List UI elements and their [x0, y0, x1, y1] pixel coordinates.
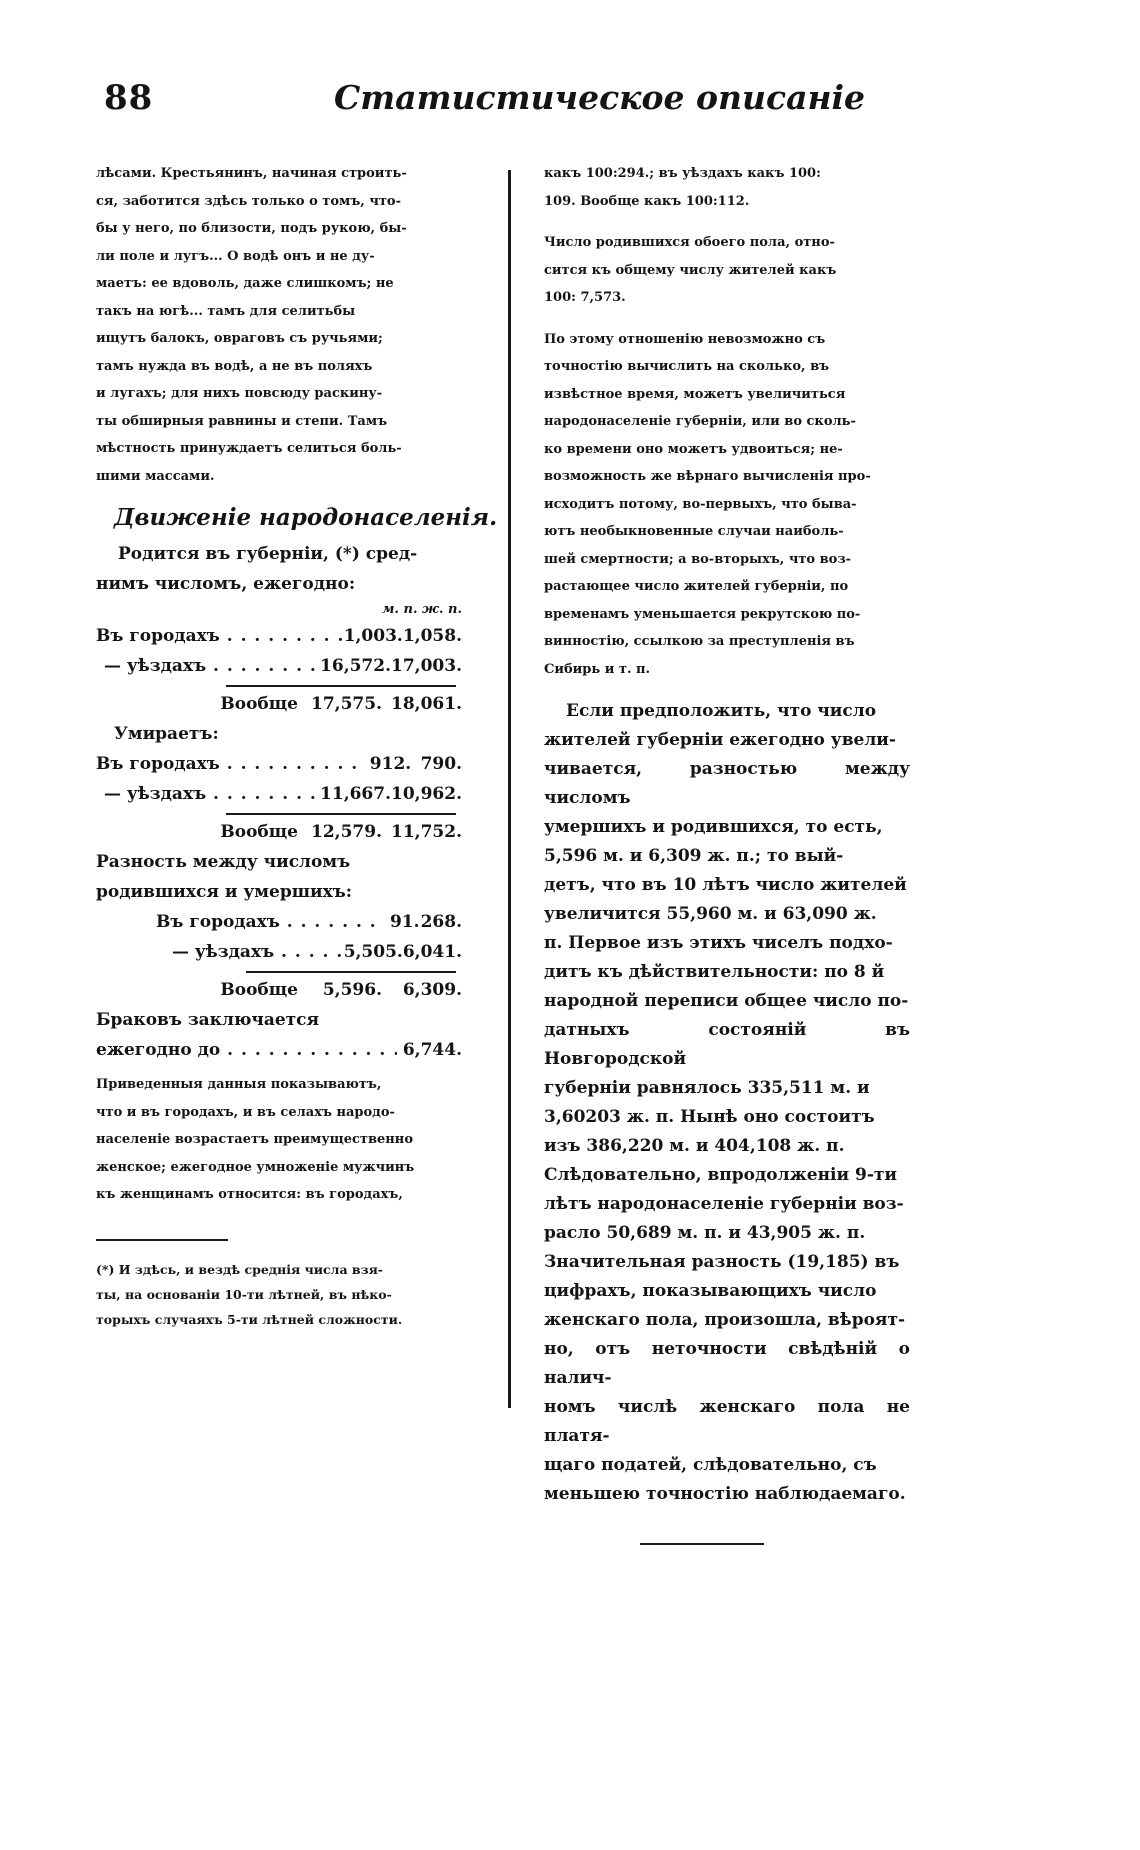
text-line: родившихся и умершихъ: [96, 882, 353, 902]
ratio-paragraph [544, 160, 910, 215]
birth-ratio-paragraph [544, 229, 910, 312]
text-line: номъ числѣ женскаго пола не платя- [544, 1397, 910, 1446]
total-row [96, 817, 462, 847]
female-value: 790. [420, 754, 462, 774]
male-value: 5,505. [343, 942, 403, 962]
sum-rule [246, 971, 456, 973]
text-line: что и въ городахъ, и въ селахъ народо- [96, 1104, 395, 1120]
text-line: къ женщинамъ относится: въ городахъ, [96, 1187, 403, 1202]
text-line: извѣстное время, можетъ увеличиться [544, 386, 846, 402]
text-line: народной переписи общее число по- [544, 991, 909, 1011]
table-row [96, 651, 462, 681]
text-line: тамъ нужда въ водѣ, а не въ поляхъ [96, 358, 373, 374]
table-row [96, 937, 462, 967]
marriage-value: 6,744. [402, 1040, 462, 1060]
text-line: 100: 7,573. [544, 290, 626, 305]
births-intro [96, 539, 462, 599]
male-value: 16,572. [320, 656, 392, 676]
text-line: винностiю, ссылкою за преступленiя въ [544, 634, 855, 649]
deaths-table [96, 749, 462, 847]
row-label: Въ городахъ . . . [96, 907, 376, 937]
text-line: 5,596 м. и 6,309 ж. п.; то вый- [544, 846, 844, 866]
text-line: Если предположить, что число [566, 701, 877, 721]
text-line: Разность между числомъ [96, 852, 351, 872]
text-line: исходитъ потому, во-первыхъ, что быва- [544, 496, 857, 512]
text-line: увеличится 55,960 м. и 63,090 ж. [544, 904, 877, 924]
male-value: 91. [389, 912, 420, 932]
text-line: ты, на основанiи 10-ти лѣтней, въ нѣко- [96, 1286, 392, 1302]
projection-paragraph [544, 697, 910, 1509]
text-line: меньшею точностiю наблюдаемаго. [544, 1484, 906, 1504]
text-line: ли поле и лугъ... О водѣ онъ и не ду- [96, 248, 375, 264]
text-line: По этому отношенiю невозможно съ [544, 331, 826, 347]
table-row [96, 621, 462, 651]
text-line: умершихъ и родившихся, то есть, [544, 817, 883, 837]
intro-paragraph [96, 160, 462, 490]
text-line: шей смертности; а во-вторыхъ, что воз- [544, 551, 852, 567]
text-line: Браковъ заключается [96, 1010, 320, 1030]
text-line: ты обширныя равнины и степи. Тамъ [96, 413, 388, 429]
total-row [96, 689, 462, 719]
text-line: торыхъ случаяхъ 5-ти лѣтней сложности. [96, 1311, 403, 1327]
text-line: населенiе возрастаетъ преимущественно [96, 1132, 413, 1147]
marriages [96, 1005, 462, 1065]
female-value: 1,058. [402, 626, 462, 646]
text-line: 3,60203 ж. п. Нынѣ оно состоитъ [544, 1107, 875, 1127]
right-column [544, 160, 910, 1545]
text-line: возможность же вѣрнаго вычисленiя про- [544, 469, 871, 484]
female-value: 11,752. [391, 822, 462, 842]
deaths-label: Умираетъ: [114, 724, 219, 744]
female-value: 17,003. [391, 656, 462, 676]
text-line: п. Первое изъ этихъ чиселъ подхо- [544, 933, 893, 953]
sum-rule [226, 685, 456, 687]
male-value: 17,575. [311, 694, 382, 714]
text-line: детъ, что въ 10 лѣтъ число жителей [544, 875, 907, 895]
running-title: Статистическое описанiе [334, 78, 866, 117]
text-line: такъ на югѣ... тамъ для селитьбы [96, 303, 356, 319]
text-line: цифрахъ, показывающихъ число [544, 1281, 877, 1301]
table-row [96, 1035, 462, 1065]
difference-table [96, 907, 462, 1005]
table-row [96, 749, 462, 779]
text-line: дитъ къ дѣйствительности: по 8 й [544, 962, 885, 982]
text-line: нимъ числомъ, ежегодно: [96, 574, 356, 594]
row-label: Въ городахъ . . . [96, 749, 359, 779]
difference-intro [96, 847, 462, 907]
section-heading: Движенiе народонаселенiя. [114, 504, 498, 531]
text-line: женскаго пола, произошла, вѣроят- [544, 1310, 906, 1330]
footnote [96, 1257, 462, 1332]
row-label: Въ городахъ . . . [96, 621, 344, 651]
text-line: ищутъ балокъ, овраговъ съ ручьями; [96, 331, 383, 346]
female-value: 6,309. [402, 980, 462, 1000]
column-divider [508, 170, 511, 1408]
text-line: маетъ: ее вдоволь, даже слишкомъ; не [96, 276, 394, 291]
female-value: 10,962. [391, 784, 462, 804]
births-table [96, 621, 462, 719]
text-line: лѣсами. Крестьянинъ, начиная строить- [96, 166, 407, 181]
text-line: (*) И здѣсь, и вездѣ среднiя числа взя- [96, 1261, 383, 1277]
female-value: 6,041. [402, 942, 462, 962]
text-line: 109. Вообще какъ 100:112. [544, 193, 750, 209]
row-label: Вообще [220, 822, 298, 842]
text-line: губернiи равнялось 335,511 м. и [544, 1078, 870, 1098]
text-line: народонаселенiе губернiи, или во сколь- [544, 414, 856, 429]
text-line: какъ 100:294.; въ уѣздахъ какъ 100: [544, 166, 821, 181]
text-line: чивается, разностью между числомъ [544, 759, 910, 808]
female-value: 18,061. [391, 694, 462, 714]
text-line: точностiю вычислить на сколько, въ [544, 359, 830, 374]
text-line: Приведенныя данныя показываютъ, [96, 1077, 382, 1092]
table-row [96, 779, 462, 809]
text-line: лѣтъ народонаселенiе губернiи воз- [544, 1194, 904, 1214]
text-line: ютъ необыкновенные случаи наиболь- [544, 524, 844, 539]
text-line: Слѣдовательно, впродолженiи 9-ти [544, 1165, 898, 1185]
page-number: 88 [104, 78, 154, 118]
table-row [96, 907, 462, 937]
conclusion-paragraph [96, 1071, 462, 1209]
text-line: щаго податей, слѣдовательно, съ [544, 1455, 877, 1475]
row-label: Вообще [220, 980, 298, 1000]
text-line: бы у него, по близости, подъ рукою, бы- [96, 221, 407, 236]
calculation-paragraph [544, 326, 910, 684]
male-value: 11,667. [320, 784, 392, 804]
text-line: мѣстность принуждаетъ селиться боль- [96, 441, 402, 456]
text-line: ко времени оно можетъ удвоиться; не- [544, 441, 843, 457]
row-label: ежегодно до . . . [96, 1035, 397, 1065]
text-line: Родится въ губернiи, (*) сред- [118, 544, 418, 564]
text-line: ся, заботится здѣсь только о томъ, что- [96, 193, 401, 209]
units-header: м. п. ж. п. [382, 602, 462, 617]
sum-rule [226, 813, 456, 815]
text-line: и лугахъ; для нихъ повсюду раскину- [96, 386, 383, 401]
text-line: расло 50,689 м. п. и 43,905 ж. п. [544, 1223, 866, 1243]
end-rule [640, 1543, 764, 1545]
row-label: — уѣздахъ . . . [96, 937, 344, 967]
row-label: — уѣздахъ . . . [96, 779, 320, 809]
total-row [96, 975, 462, 1005]
male-value: 5,596. [322, 980, 382, 1000]
female-value: 268. [420, 912, 462, 932]
text-line: изъ 386,220 м. и 404,108 ж. п. [544, 1136, 845, 1156]
text-line: Сибирь и т. п. [544, 661, 651, 677]
text-line: шими массами. [96, 468, 215, 484]
text-line: датныхъ состоянiй въ Новгородской [544, 1020, 910, 1069]
left-column [96, 160, 498, 1332]
footnote-rule [96, 1239, 228, 1241]
text-line: женское; ежегодное умноженiе мужчинъ [96, 1159, 415, 1175]
male-value: 12,579. [311, 822, 382, 842]
text-line: временамъ уменьшается рекрутскою по- [544, 606, 861, 622]
text-line: жителей губернiи ежегодно увели- [544, 730, 896, 750]
text-line: Число родившихся обоего пола, отно- [544, 235, 835, 250]
text-line: но, отъ неточности свѣдѣнiй о налич- [544, 1339, 910, 1388]
male-value: 1,003. [343, 626, 403, 646]
male-value: 912. [369, 754, 412, 774]
row-label: Вообще [220, 694, 298, 714]
row-label: — уѣздахъ . . . [96, 651, 320, 681]
text-line: Значительная разность (19,185) въ [544, 1252, 900, 1272]
text-line: сится къ общему числу жителей какъ [544, 262, 837, 278]
text-line: растающее число жителей губернiи, по [544, 579, 849, 594]
